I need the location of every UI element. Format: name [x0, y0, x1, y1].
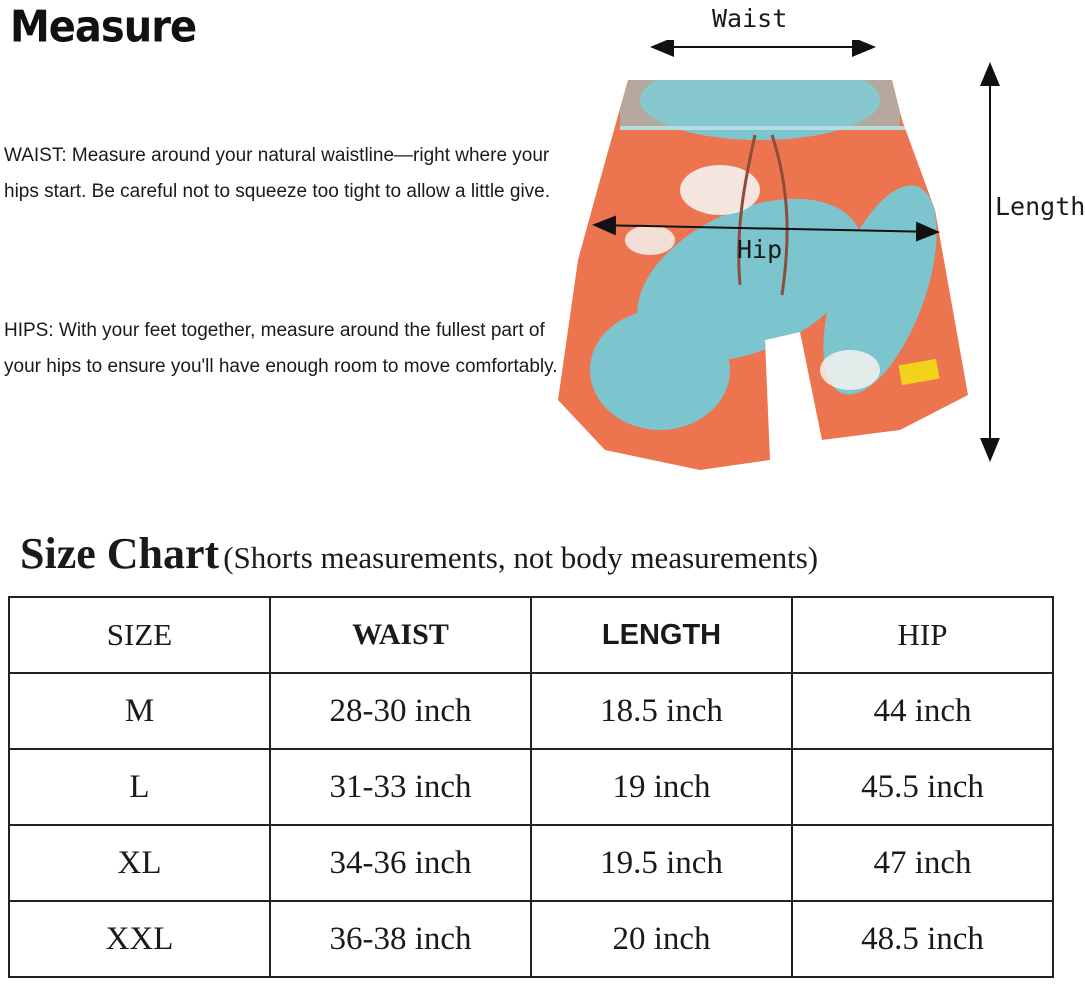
- length-cell: 19 inch: [531, 749, 792, 825]
- size-cell: XXL: [9, 901, 270, 977]
- size-cell: L: [9, 749, 270, 825]
- hip-cell: 48.5 inch: [792, 901, 1053, 977]
- waist-dimension-label: Waist: [712, 4, 788, 33]
- hip-cell: 47 inch: [792, 825, 1053, 901]
- shorts-image: [558, 60, 968, 470]
- length-dimension-label: Length: [995, 192, 1085, 221]
- waist-cell: 31-33 inch: [270, 749, 531, 825]
- size-table: [8, 596, 1054, 978]
- waist-description: WAIST: Measure around your natural waistline—right where your hips start. Be careful not to squeeze too tight to allow a little give.: [4, 145, 551, 202]
- waist-cell: 28-30 inch: [270, 673, 531, 749]
- table-row: [9, 825, 1053, 901]
- size-cell: M: [9, 673, 270, 749]
- header-hip: HIP: [792, 597, 1053, 673]
- hip-cell: 45.5 inch: [792, 749, 1053, 825]
- size-chart-subtitle: (Shorts measurements, not body measurements): [223, 540, 819, 575]
- table-row: [9, 901, 1053, 977]
- waist-cell: 34-36 inch: [270, 825, 531, 901]
- header-waist: WAIST: [270, 597, 531, 673]
- header-length: LENGTH: [531, 597, 792, 673]
- header-size: SIZE: [9, 597, 270, 673]
- shorts-diagram: [550, 40, 1080, 480]
- hip-cell: 44 inch: [792, 673, 1053, 749]
- length-cell: 20 inch: [531, 901, 792, 977]
- size-cell: XL: [9, 825, 270, 901]
- table-header-row: [9, 597, 1053, 673]
- size-chart-heading: [20, 528, 818, 579]
- size-chart-title: Size Chart: [20, 529, 220, 578]
- waist-cell: 36-38 inch: [270, 901, 531, 977]
- hip-dimension-label: Hip: [737, 235, 783, 264]
- table-row: [9, 673, 1053, 749]
- table-row: [9, 749, 1053, 825]
- length-cell: 18.5 inch: [531, 673, 792, 749]
- measure-heading: Measure: [10, 2, 197, 53]
- hips-description: HIPS: With your feet together, measure around the fullest part of your hips to ensure you'll have enough room to move comfortably.: [4, 320, 558, 377]
- length-cell: 19.5 inch: [531, 825, 792, 901]
